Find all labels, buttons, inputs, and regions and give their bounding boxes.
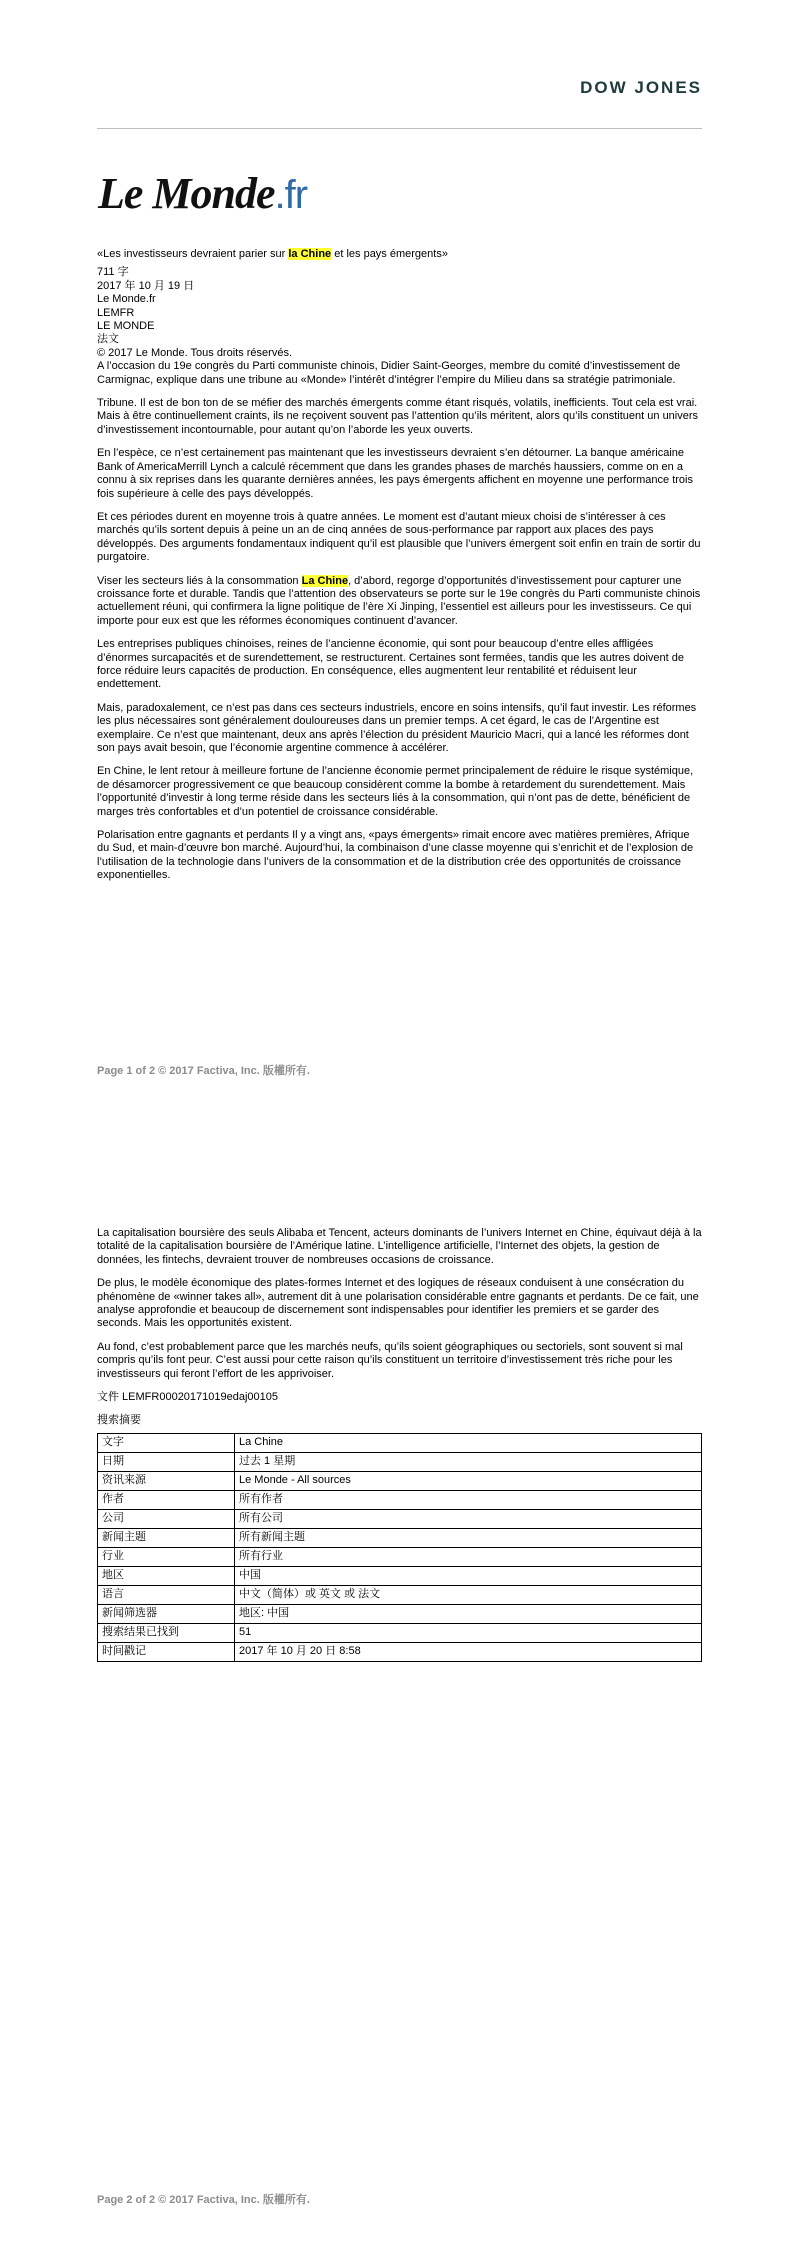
summary-value: 所有新闻主题: [235, 1528, 702, 1547]
paragraph: En Chine, le lent retour à meilleure fortune de l’ancienne économie permet principalement de réduire le risque systémique, de désamorcer progressivement ce que beaucoup considèrent comme la bombe à retardement du surendettement. Mais l’opportunité d’investir à long terme réside dans les secteurs liés à la consommation, qui n’ont pas de dette, bénéficient de marges très confortables et d’un potentiel de croissance considérable.: [97, 765, 694, 818]
summary-row: [98, 1547, 702, 1566]
summary-key: 新闻主题: [98, 1528, 235, 1547]
summary-row: [98, 1623, 702, 1642]
paragraph: En l’espèce, ce n’est certainement pas maintenant que les investisseurs devraient s’en détourner. La banque américaine Bank of AmericaMerrill Lynch a calculé récemment que dans les grandes phases de marchés haussiers, comme on en a connu à six reprises dans les quarante dernières années, les pays émergents affichent en moyenne une performance trois fois supérieure à celle des pays développés.: [97, 447, 693, 500]
summary-row: [98, 1490, 702, 1509]
search-highlight: La Chine: [301, 574, 349, 587]
summary-row: [98, 1642, 702, 1661]
summary-value: 中文（简体）或 英文 或 法文: [235, 1585, 702, 1604]
paragraph: La capitalisation boursière des seuls Alibaba et Tencent, acteurs dominants de l’univers Internet en Chine, équivaut déjà à la totalité de la capitalisation boursière de l’Amérique latine. L’intelligence artificielle, l’Internet des objets, la gestion de données, les fintechs, devraient trouver de nombreuses occasions de croissance.: [97, 1227, 702, 1266]
summary-key: 时间戳记: [98, 1642, 235, 1661]
summary-key: 搜索结果已找到: [98, 1623, 235, 1642]
summary-key: 地区: [98, 1566, 235, 1585]
summary-key: 语言: [98, 1585, 235, 1604]
summary-row: [98, 1509, 702, 1528]
summary-row: [98, 1452, 702, 1471]
paragraph: Les entreprises publiques chinoises, reines de l’ancienne économie, qui sont pour beaucoup d’entre elles affligées d’énormes surcapacités et de surendettement, se restructurent. Certaines sont fermées, tandis que les autres doivent de force réduire leurs capacités de production. En conséquence, elles augmentent leur rentabilité et réduisent leur endettement.: [97, 638, 684, 691]
summary-key: 文字: [98, 1433, 235, 1452]
summary-row: [98, 1528, 702, 1547]
paragraph: Tribune. Il est de bon ton de se méfier des marchés émergents comme étant risqués, volatils, inefficients. Tout cela est vrai. Mais à être continuellement craints, ils ne reçoivent souvent pas l’attention qu’ils méritent, alors qu’ils constituent un univers d’investissement incontournable, pour autant qu’on l’aborde les yeux ouverts.: [97, 397, 699, 436]
search-highlight: la Chine: [288, 248, 332, 260]
summary-value: 所有行业: [235, 1547, 702, 1566]
meta-language: 法文: [97, 333, 119, 346]
summary-key: 行业: [98, 1547, 235, 1566]
summary-key: 新闻筛选器: [98, 1604, 235, 1623]
page-footer: Page 1 of 2 © 2017 Factiva, Inc. 版權所有.: [97, 1065, 310, 1077]
summary-value: Le Monde - All sources: [235, 1471, 702, 1490]
page-footer: Page 2 of 2 © 2017 Factiva, Inc. 版權所有.: [97, 2194, 310, 2206]
summary-row: [98, 1566, 702, 1585]
document-id: 文件 LEMFR00020171019edaj00105: [97, 1391, 279, 1404]
paragraph: Viser les secteurs liés à la consommation La Chine, d’abord, regorge d’opportunités d’investissement pour capturer une croissance forte et durable. Tandis que l’attention des observateurs se porte sur le 19e congrès du Parti communiste chinois actuellement réuni, qui confirmera la ligne politique de l’ère Xi Jinping, l’essentiel est ailleurs pour les investisseurs. Ce qui importe pour eux est que les réformes économiques continuent d’avancer.: [97, 574, 701, 627]
paragraph: Polarisation entre gagnants et perdants Il y a vingt ans, «pays émergents» rimait encore avec matières premières, Afrique du Sud, et main-d’œuvre bon marché. Aujourd’hui, la combinaison d’une classe moyenne qui s’enrichit et de l’explosion de l’utilisation de la technologie dans l’univers de la consommation et de la distribution crée des opportunités de croissance exponentielles.: [97, 829, 694, 882]
summary-value: La Chine: [235, 1433, 702, 1452]
page-2: [0, 1130, 799, 2259]
summary-value: 2017 年 10 月 20 日 8:58: [235, 1642, 702, 1661]
article-meta: [97, 266, 702, 360]
summary-key: 公司: [98, 1509, 235, 1528]
summary-key: 资讯来源: [98, 1471, 235, 1490]
paragraph: De plus, le modèle économique des plates-formes Internet et des logiques de réseaux conduisent à une consécration du phénomène de «winner takes all», autrement dit à une polarisation considérable entre gagnants et perdants. De ce fait, une analyse approfondie et beaucoup de discernement sont indispensables pour identifier les premiers et se garder des seconds. Mais les opportunités existent.: [97, 1277, 699, 1330]
meta-date: 2017 年 10 月 19 日: [97, 279, 195, 292]
header-divider: [97, 128, 702, 129]
paragraph: Au fond, c’est probablement parce que les marchés neufs, qu’ils soient géographiques ou sectoriels, sont souvent si mal compris qu’ils font peur. C’est aussi pour cette raison qu’ils constituent un territoire d’investissement très riche pour les investisseurs qui feront l’effort de les apprivoiser.: [97, 1340, 683, 1380]
meta-publication: LE MONDE: [97, 320, 155, 333]
summary-value: 地区: 中国: [235, 1604, 702, 1623]
summary-key: 日期: [98, 1452, 235, 1471]
summary-row: [98, 1604, 702, 1623]
paragraph: A l’occasion du 19e congrès du Parti communiste chinois, Didier Saint-Georges, membre du comité d’investissement de Carmignac, explique dans une tribune au «Monde» l’intérêt d’intégrer l’empire du Milieu dans sa stratégie patrimoniale.: [97, 360, 681, 386]
headline: «Les investisseurs devraient parier sur la Chine et les pays émergents»: [97, 248, 448, 260]
summary-row: [98, 1585, 702, 1604]
summary-row: [98, 1433, 702, 1452]
le-monde-logo: Le Monde.fr: [98, 169, 308, 218]
meta-copyright: © 2017 Le Monde. Tous droits réservés.: [97, 346, 293, 359]
meta-source: Le Monde.fr: [97, 293, 156, 306]
summary-value: 过去 1 星期: [235, 1452, 702, 1471]
search-summary-title: 搜索摘要: [97, 1414, 141, 1427]
summary-value: 51: [235, 1623, 702, 1642]
meta-word-count: 711 字: [97, 266, 129, 279]
summary-key: 作者: [98, 1490, 235, 1509]
paragraph: Et ces périodes durent en moyenne trois à quatre années. Le moment est d’autant mieux choisi de s’intéresser à ces marchés qu’ils sortent depuis à peine un an de cinq années de sous-performance par rapport aux places des pays développés. Des arguments fondamentaux indiquent qu’il est plausible que l’univers émergent soit enfin en train de sortir du purgatoire.: [97, 510, 701, 564]
summary-row: [98, 1471, 702, 1490]
summary-value: 所有公司: [235, 1509, 702, 1528]
article-body-continued: [97, 1227, 702, 1662]
dow-jones-brand: DOW JONES: [580, 78, 702, 97]
paragraph: Mais, paradoxalement, ce n’est pas dans ces secteurs industriels, encore en soins intensifs, qu’il faut investir. Les réformes les plus nécessaires sont généralement douloureuses dans un premier temps. A cet égard, le cas de l’Argentine est exemplaire. Ce n’est que maintenant, deux ans après l’élection du président Mauricio Macri, qui a lancé les réformes dont son pays avait besoin, que l’économie argentine commence à accélérer.: [97, 701, 697, 754]
search-summary-table: [97, 1433, 702, 1662]
meta-code: LEMFR: [97, 306, 135, 319]
article-body: [97, 248, 702, 893]
summary-value: 所有作者: [235, 1490, 702, 1509]
summary-value: 中国: [235, 1566, 702, 1585]
